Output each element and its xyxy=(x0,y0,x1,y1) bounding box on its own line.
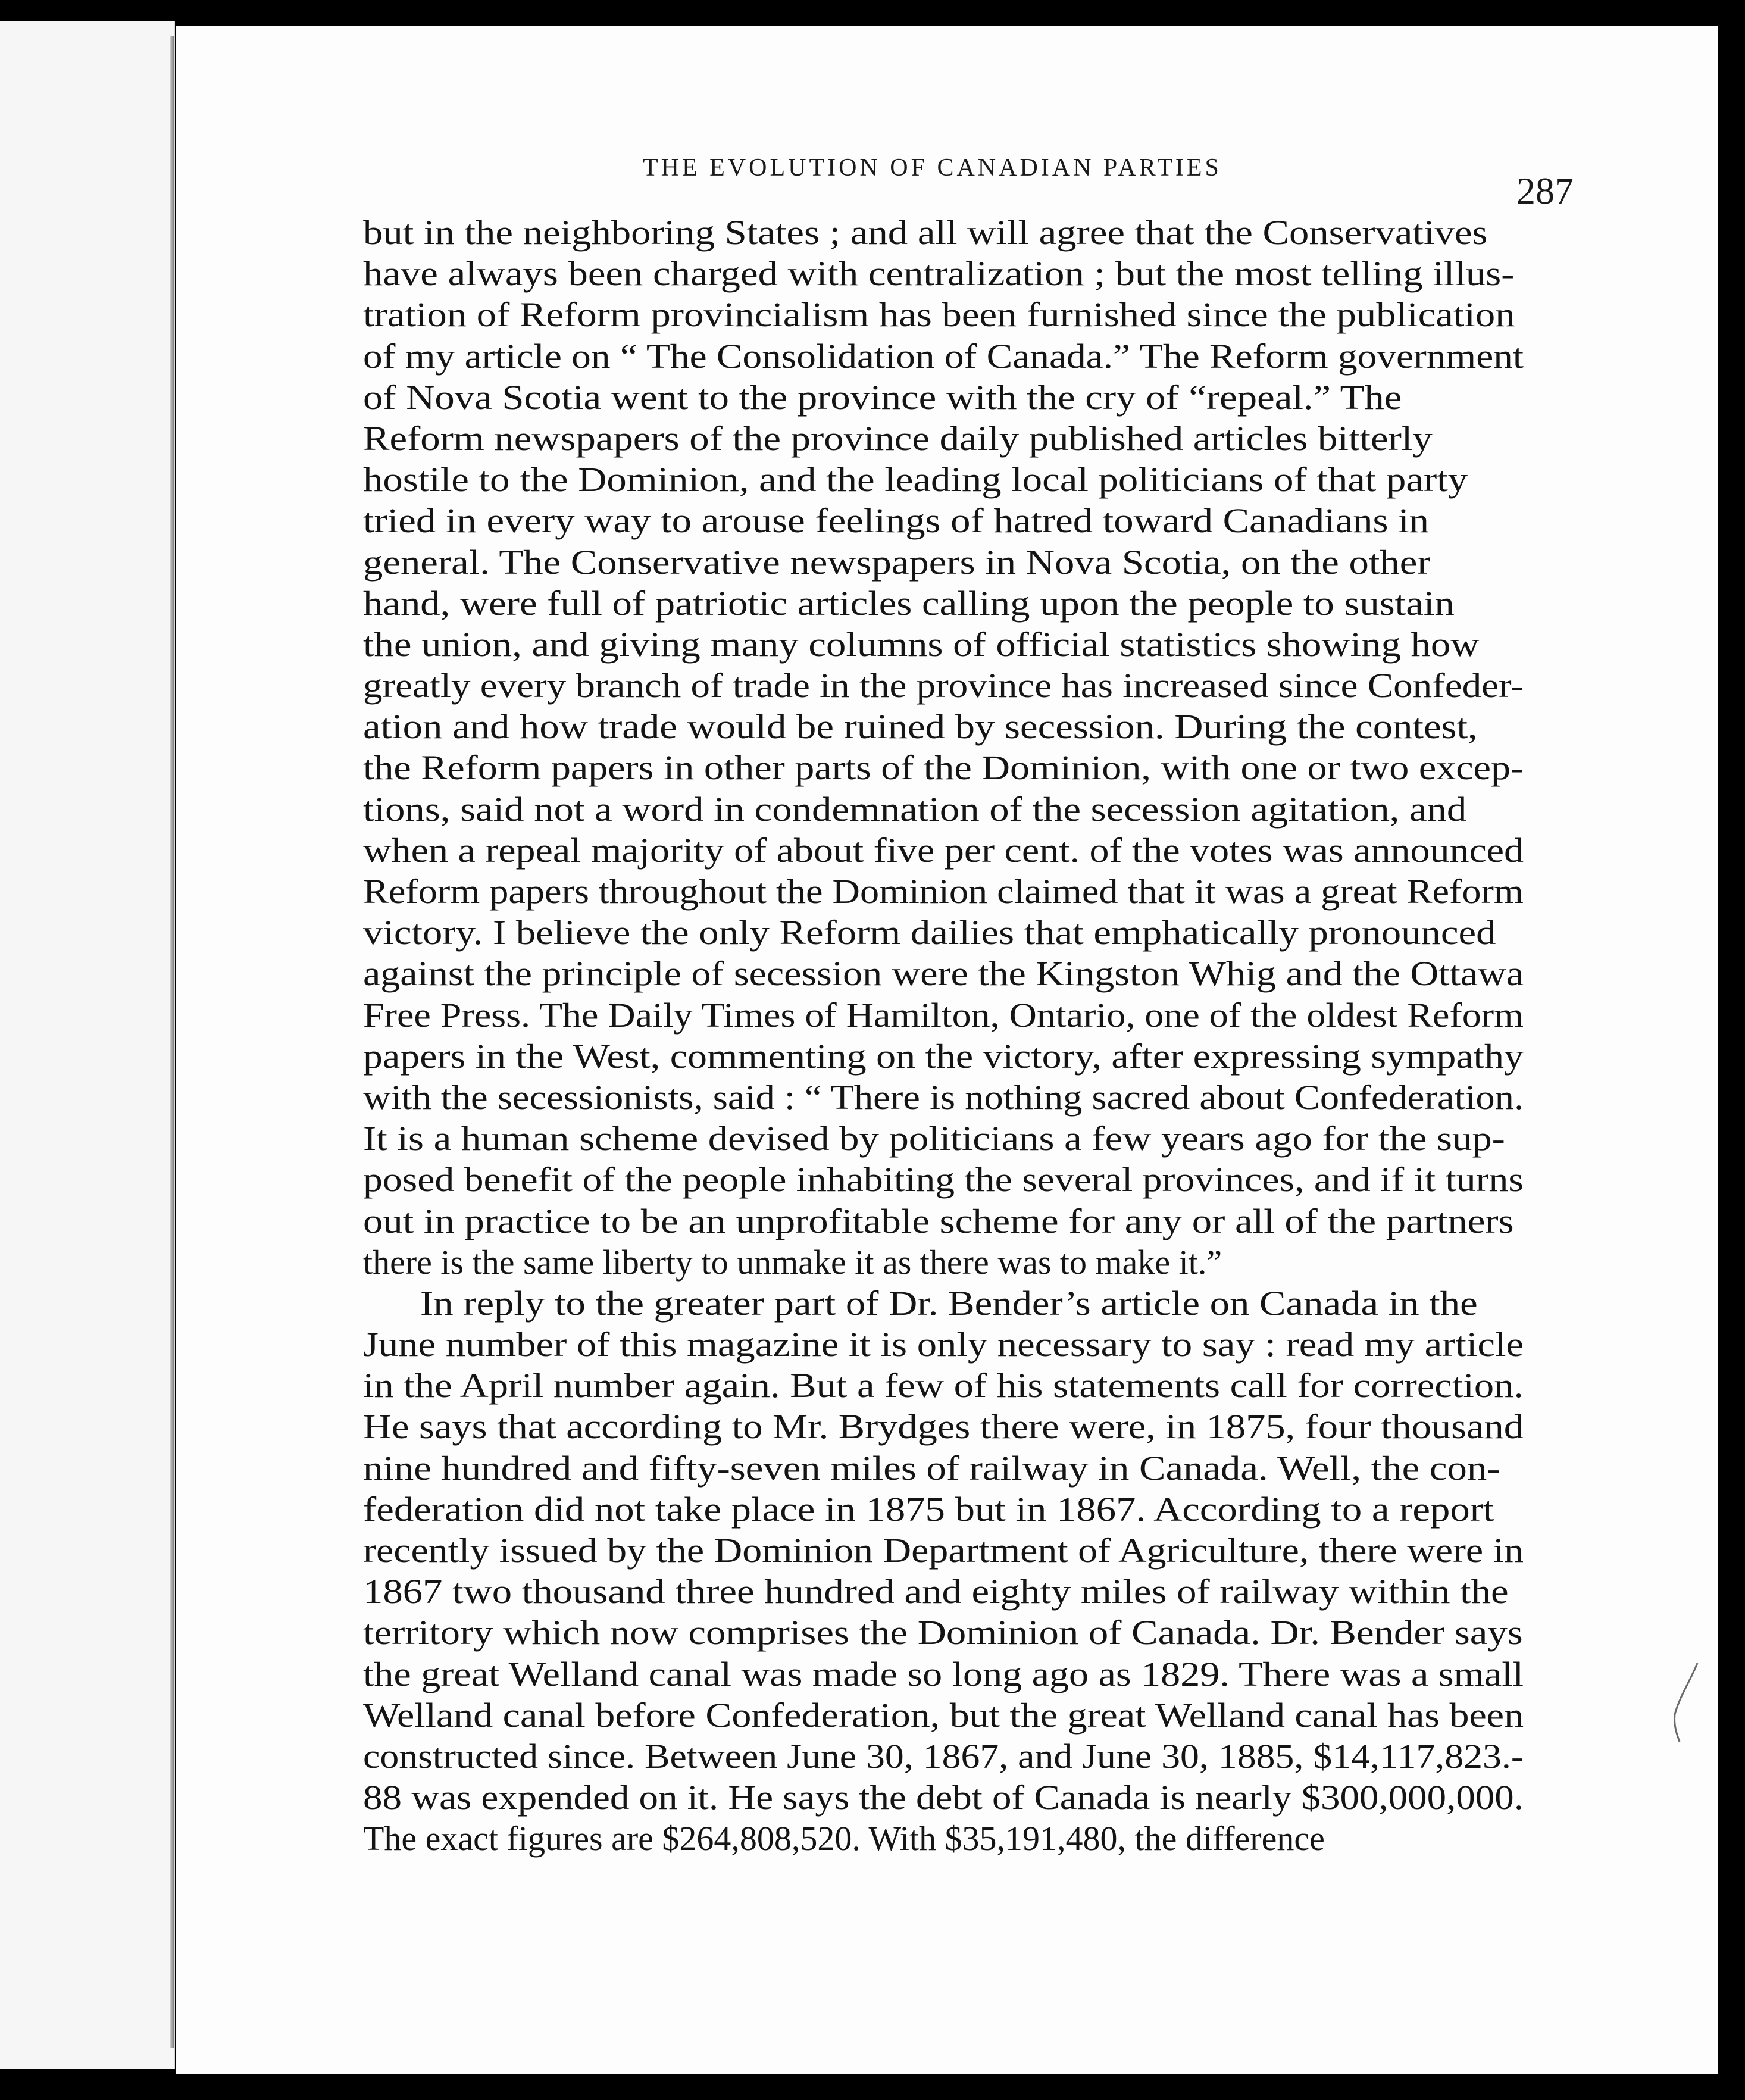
text-line xyxy=(363,212,1524,253)
text-line-content: He says that according to Mr. Brydges there were, in 1875, four thousand xyxy=(363,1407,1524,1446)
text-line-content: in the April number again. But a few of his statements call for correction. xyxy=(363,1366,1524,1405)
text-line xyxy=(363,624,1524,665)
binding-shadow xyxy=(170,36,174,2048)
text-line-content: of my article on “ The Consolidation of Canada.” The Reform government xyxy=(363,336,1524,376)
text-line-content: general. The Conservative newspapers in Nova Scotia, on the other xyxy=(363,542,1431,582)
text-line xyxy=(363,459,1524,500)
text-line xyxy=(363,542,1524,583)
text-line-content: Reform newspapers of the province daily published articles bitterly xyxy=(363,418,1433,458)
text-line xyxy=(363,294,1524,335)
text-line-content: but in the neighboring States ; and all will agree that the Conservatives xyxy=(363,213,1488,252)
text-line xyxy=(363,583,1524,624)
article-body xyxy=(363,212,1524,1860)
text-line xyxy=(363,1695,1524,1736)
text-line-content: when a repeal majority of about five per cent. of the votes was announced xyxy=(363,830,1524,870)
text-line-content: It is a human scheme devised by politicians a few years ago for the sup- xyxy=(363,1119,1505,1158)
text-line xyxy=(363,1736,1524,1777)
text-line xyxy=(363,912,1524,953)
text-line-content: posed benefit of the people inhabiting the several provinces, and if it turns xyxy=(363,1160,1524,1199)
text-line-content: hostile to the Dominion, and the leading local politicians of that party xyxy=(363,460,1468,499)
text-line-content: federation did not take place in 1875 but in 1867. According to a report xyxy=(363,1489,1494,1529)
text-line xyxy=(363,1777,1524,1818)
text-line-content: constructed since. Between June 30, 1867, and June 30, 1885, $14,117,823.- xyxy=(363,1736,1524,1776)
text-line-content: tions, said not a word in condemnation of the secession agitation, and xyxy=(363,789,1467,829)
text-line xyxy=(363,1818,1524,1859)
text-line xyxy=(363,1448,1524,1489)
text-line-content: hand, were full of patriotic articles calling upon the people to sustain xyxy=(363,583,1455,623)
text-line-content: the union, and giving many columns of official statistics showing how xyxy=(363,624,1480,664)
text-line xyxy=(363,1489,1524,1530)
text-line xyxy=(363,995,1524,1036)
text-line xyxy=(363,1159,1524,1200)
text-line-content: the great Welland canal was made so long ago as 1829. There was a small xyxy=(363,1654,1524,1693)
text-line xyxy=(363,1406,1524,1447)
scan-border-top xyxy=(0,0,1745,29)
text-line-content: tried in every way to arouse feelings of hatred toward Canadians in xyxy=(363,501,1430,540)
text-line xyxy=(363,377,1524,418)
text-line xyxy=(363,1242,1524,1283)
text-line xyxy=(363,1283,1524,1324)
text-line xyxy=(363,1612,1524,1653)
text-line-content: the Reform papers in other parts of the Dominion, with one or two excep- xyxy=(363,748,1524,788)
text-line xyxy=(363,1036,1524,1077)
text-line-content: The exact figures are $264,808,520. With $35,191,480, the difference xyxy=(363,1819,1325,1858)
running-head: THE EVOLUTION OF CANADIAN PARTIES xyxy=(643,154,1222,182)
text-line xyxy=(363,747,1524,788)
text-line-content: 88 was expended on it. He says the debt of Canada is nearly $300,000,000. xyxy=(363,1778,1524,1817)
text-line xyxy=(363,253,1524,294)
text-line-content: greatly every branch of trade in the province has increased since Confeder- xyxy=(363,666,1524,705)
text-line-content: recently issued by the Dominion Department of Agriculture, there were in xyxy=(363,1531,1524,1570)
text-line-content: Free Press. The Daily Times of Hamilton, Ontario, one of the oldest Reform xyxy=(363,995,1524,1035)
text-line-content: with the secessionists, said : “ There is nothing sacred about Confederation. xyxy=(363,1077,1524,1117)
text-line-content: Reform papers throughout the Dominion claimed that it was a great Reform xyxy=(363,872,1524,911)
text-line xyxy=(363,1365,1524,1406)
text-line-content: 1867 two thousand three hundred and eighty miles of railway within the xyxy=(363,1572,1509,1611)
text-line xyxy=(363,871,1524,912)
text-line xyxy=(363,1201,1524,1242)
scan-border-right xyxy=(1718,26,1745,2074)
text-line-content: against the principle of secession were the Kingston Whig and the Ottawa xyxy=(363,954,1524,993)
text-line xyxy=(363,1324,1524,1365)
text-line-content: papers in the West, commenting on the victory, after expressing sympathy xyxy=(363,1036,1524,1076)
text-line xyxy=(363,336,1524,377)
text-line xyxy=(363,418,1524,459)
facing-page-edge xyxy=(0,21,175,2069)
text-line xyxy=(363,706,1524,747)
text-line-content: ation and how trade would be ruined by secession. During the contest, xyxy=(363,707,1478,746)
text-line-content: tration of Reform provincialism has been furnished since the publication xyxy=(363,295,1515,335)
page-number: 287 xyxy=(1516,170,1574,212)
text-line-content: nine hundred and fifty-seven miles of railway in Canada. Well, the con- xyxy=(363,1448,1500,1488)
text-line-content: of Nova Scotia went to the province with the cry of “repeal.” The xyxy=(363,377,1402,417)
margin-pencil-mark xyxy=(1662,1661,1703,1744)
text-line-content: territory which now comprises the Dominion of Canada. Dr. Bender says xyxy=(363,1613,1523,1652)
text-line xyxy=(363,953,1524,994)
text-line-content: Welland canal before Confederation, but the great Welland canal has been xyxy=(363,1695,1524,1735)
text-line xyxy=(363,830,1524,871)
text-line-content: victory. I believe the only Reform dailies that emphatically pronounced xyxy=(363,913,1496,952)
text-line xyxy=(363,1118,1524,1159)
text-line xyxy=(363,665,1524,706)
text-line-content: June number of this magazine it is only necessary to say : read my article xyxy=(363,1325,1524,1364)
text-line-content: out in practice to be an unprofitable scheme for any or all of the partners xyxy=(363,1201,1514,1240)
text-line xyxy=(363,1571,1524,1612)
text-line-content: have always been charged with centralization ; but the most telling illus- xyxy=(363,254,1515,293)
text-line-content: there is the same liberty to unmake it as there was to make it.” xyxy=(363,1242,1222,1282)
text-line xyxy=(363,789,1524,830)
text-line xyxy=(363,1077,1524,1118)
text-line xyxy=(363,1530,1524,1571)
text-line xyxy=(363,500,1524,541)
text-line xyxy=(363,1654,1524,1695)
text-line-content: In reply to the greater part of Dr. Bender’s article on Canada in the xyxy=(420,1283,1478,1323)
